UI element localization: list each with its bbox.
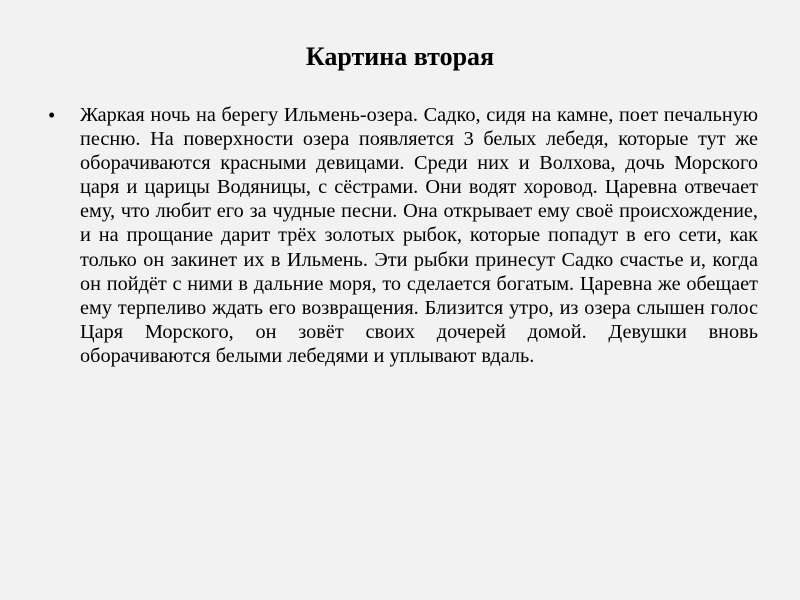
slide-title: Картина вторая — [305, 42, 495, 71]
bullet-item — [48, 103, 758, 368]
bullet-list — [48, 103, 758, 368]
bullet-marker: • — [48, 103, 56, 127]
bullet-text: Жаркая ночь на берегу Ильмень-озера. Садко, сидя на камне, поет печальную песню. На поверхности озера появляется 3 белых лебедя, которые тут же оборачиваются красными девицами. Среди них и Волхова, дочь Морского царя и царицы Водяницы, с сёстрами. Они водят хоровод. Царевна отвечает ему, что любит его за чудные песни. Она открывает ему своё происхождение, и на прощание дарит трёх золотых рыбок, которые попадут в его сети, как только он закинет их в Ильмень. Эти рыбки принесут Садко счастье и, когда он пойдёт с ними в дальние моря, то сделается богатым. Царевна же обещает ему терпеливо ждать его возвращения. Близится утро, из озера слышен голос Царя Морского, он зовёт своих дочерей домой. Девушки вновь оборачиваются белыми лебедями и уплывают вдаль. — [80, 104, 758, 367]
